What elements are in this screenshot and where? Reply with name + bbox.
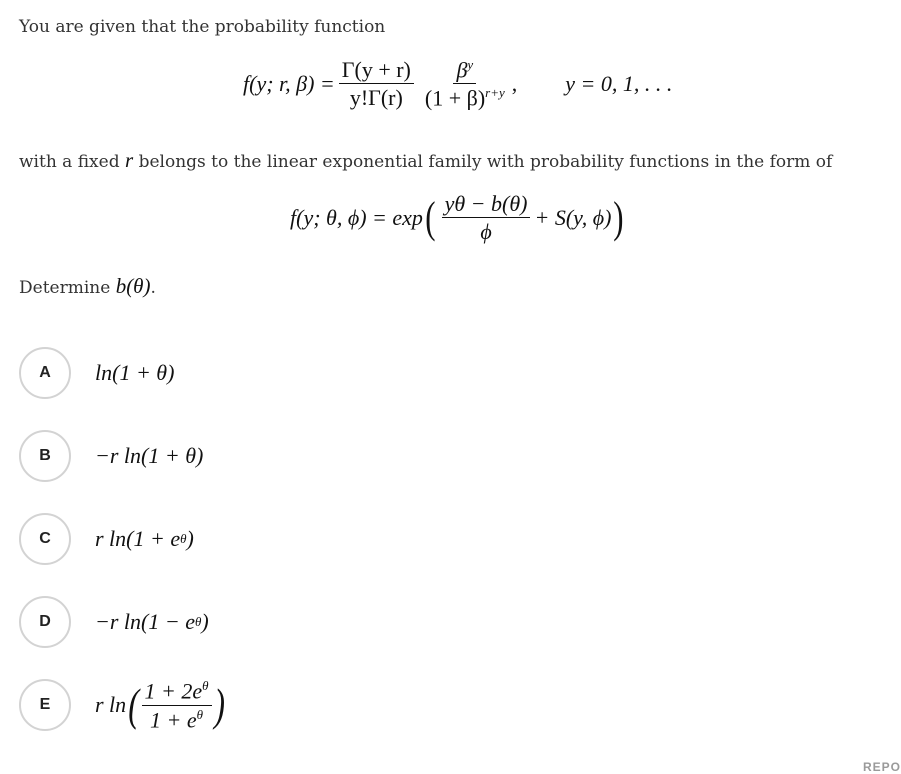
option-e-left-paren: ( bbox=[128, 679, 140, 730]
eq1-domain: y = 0, 1, . . . bbox=[565, 70, 673, 96]
eq1-den2-wrap bbox=[422, 84, 508, 109]
eq1-fraction-gamma bbox=[339, 58, 414, 109]
ask-target: b(θ) bbox=[115, 274, 151, 298]
option-e[interactable] bbox=[19, 679, 227, 731]
option-e-right-paren: ) bbox=[213, 679, 225, 730]
eq1-lhs: f(y; r, β) = bbox=[243, 70, 335, 96]
option-e-den-pre: 1 + e bbox=[150, 706, 197, 732]
option-c[interactable] bbox=[19, 513, 194, 565]
question-ask bbox=[19, 274, 156, 299]
middle-var: r bbox=[125, 148, 134, 172]
eq1-den1: y!Γ(r) bbox=[349, 85, 403, 111]
option-c-letter[interactable]: C bbox=[19, 513, 71, 565]
eq1-fraction-beta bbox=[422, 58, 508, 110]
option-e-text bbox=[95, 679, 227, 731]
exponential-family-equation bbox=[290, 192, 626, 243]
option-a[interactable] bbox=[19, 347, 174, 399]
report-link[interactable]: REPO bbox=[862, 760, 901, 774]
option-c-text bbox=[95, 526, 194, 552]
eq2-left-paren: ( bbox=[425, 192, 436, 242]
eq1-num2-wrap bbox=[453, 58, 476, 84]
option-e-pre: r ln bbox=[95, 692, 127, 717]
eq1-den2-sup: r+y bbox=[485, 85, 505, 101]
eq2-lhs: f(y; θ, ϕ) = exp bbox=[290, 204, 423, 230]
option-d-text bbox=[95, 609, 209, 635]
option-e-num-sup: θ bbox=[202, 678, 209, 694]
option-e-den-sup: θ bbox=[196, 706, 204, 722]
eq2-den: ϕ bbox=[480, 219, 492, 245]
eq2-num: yθ − b(θ) bbox=[442, 192, 531, 218]
option-b-text: −r ln(1 + θ) bbox=[95, 443, 204, 468]
ask-text: Determine bbox=[19, 278, 111, 298]
eq2-tail: + S(y, ϕ) bbox=[534, 204, 612, 230]
eq1-num2-sup: y bbox=[467, 57, 474, 72]
option-b-letter[interactable]: B bbox=[19, 430, 71, 482]
option-a-letter[interactable]: A bbox=[19, 347, 71, 399]
option-e-num bbox=[142, 679, 212, 705]
question-middle bbox=[19, 148, 832, 173]
option-c-sup: θ bbox=[180, 531, 187, 546]
option-e-fraction bbox=[142, 679, 212, 731]
option-d-pre: −r ln(1 − e bbox=[95, 609, 195, 634]
eq2-right-paren: ) bbox=[613, 192, 624, 242]
option-d-sup: θ bbox=[194, 614, 202, 629]
middle-tail: belongs to the linear exponential family with probability functions in the form of bbox=[138, 152, 833, 172]
option-d-post: ) bbox=[201, 609, 209, 634]
eq1-num1: Γ(y + r) bbox=[339, 58, 414, 84]
option-c-post: ) bbox=[186, 526, 194, 551]
eq1-comma: , bbox=[511, 70, 518, 96]
option-e-letter[interactable]: E bbox=[19, 679, 71, 731]
middle-text: with a fixed bbox=[19, 152, 120, 172]
option-e-num-pre: 1 + 2e bbox=[144, 678, 203, 704]
eq1-num2: β bbox=[456, 57, 468, 83]
eq1-den2: (1 + β) bbox=[424, 85, 486, 111]
option-c-pre: r ln(1 + e bbox=[95, 526, 181, 551]
option-d[interactable] bbox=[19, 596, 209, 648]
option-b[interactable] bbox=[19, 430, 203, 482]
eq2-fraction bbox=[442, 192, 531, 243]
option-e-den bbox=[147, 706, 206, 731]
option-d-letter[interactable]: D bbox=[19, 596, 71, 648]
question-intro: You are given that the probability function bbox=[19, 17, 386, 37]
ask-end: . bbox=[150, 278, 156, 298]
probability-function-equation bbox=[243, 58, 672, 110]
option-a-text: ln(1 + θ) bbox=[95, 360, 175, 385]
